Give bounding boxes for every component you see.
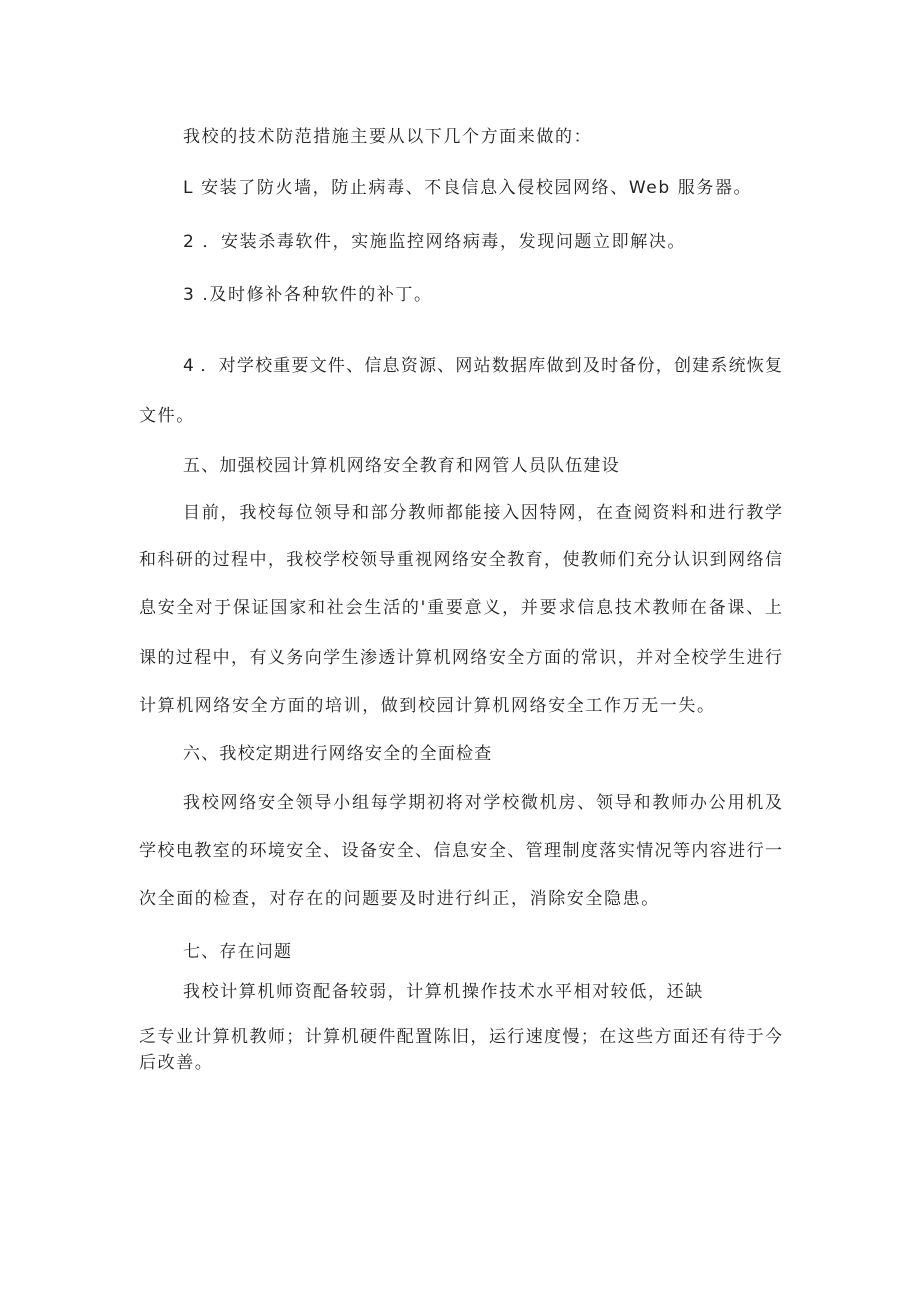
measure-item-2: 2 ．安装杀毒软件，实施监控网络病毒，发现问题立即解决。	[183, 232, 687, 252]
section-6-line: 学校电教室的环境安全、设备安全、信息安全、管理制度落实情况等内容进行一	[139, 841, 782, 861]
measure-item-1: L 安装了防火墙，防止病毒、不良信息入侵校园网络、Web 服务器。	[183, 178, 753, 198]
section-5-line: 课的过程中，有义务向学生渗透计算机网络安全方面的常识，并对全校学生进行	[139, 648, 782, 668]
section-5-line: 和科研的过程中，我校学校领导重视网络安全教育，使教师们充分认识到网络信	[139, 550, 782, 570]
section-7-line: 乏专业计算机教师；计算机硬件配置陈旧，运行速度慢；在这些方面还有待于今	[139, 1027, 782, 1047]
section-5-line: 目前，我校每位领导和部分教师都能接入因特网，在查阅资料和进行教学	[183, 503, 782, 523]
measure-item-3: 3 .及时修补各种软件的补丁。	[183, 285, 433, 305]
measure-item-4-continuation: 文件。	[139, 406, 195, 426]
measure-item-4: 4 ．对学校重要文件、信息资源、网站数据库做到及时备份，创建系统恢复	[183, 356, 782, 376]
section-7-heading: 七、存在问题	[183, 942, 293, 962]
section-5-line: 息安全对于保证国家和社会生活的'重要意义，并要求信息技术教师在备课、上	[139, 598, 782, 618]
section-6-heading: 六、我校定期进行网络安全的全面检查	[183, 744, 493, 764]
intro-paragraph: 我校的技术防范措施主要从以下几个方面来做的：	[183, 127, 593, 147]
section-5-line: 计算机网络安全方面的培训，做到校园计算机网络安全工作万无一失。	[139, 696, 716, 716]
section-7-line: 后改善。	[139, 1053, 214, 1073]
section-6-line: 我校网络安全领导小组每学期初将对学校微机房、领导和教师办公用机及	[183, 793, 782, 813]
section-6-line: 次全面的检查，对存在的问题要及时进行纠正，消除安全隐患。	[139, 889, 660, 909]
section-5-heading: 五、加强校园计算机网络安全教育和网管人员队伍建设	[183, 456, 620, 476]
section-7-line: 我校计算机师资配备较弱，计算机操作技术水平相对较低，还缺	[183, 982, 704, 1002]
